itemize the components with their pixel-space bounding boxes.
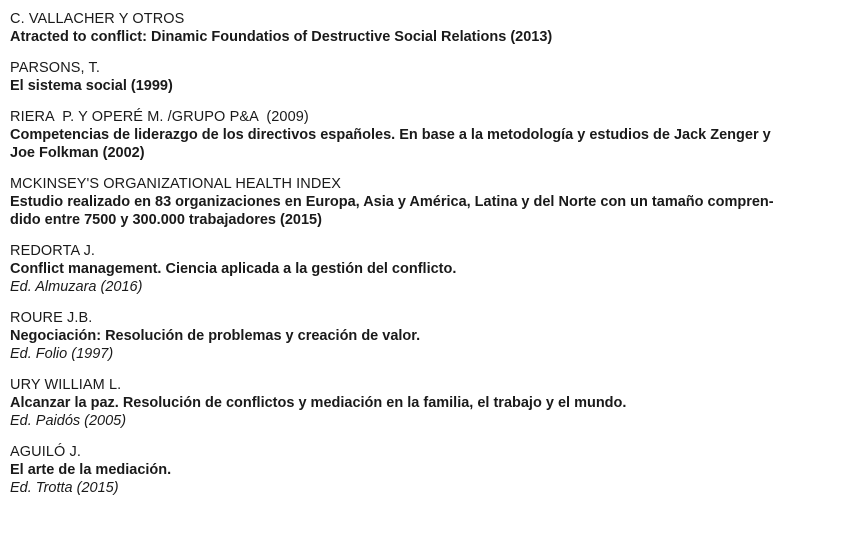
bibliography-entry — [10, 10, 850, 46]
entry-title-line: Negociación: Resolución de problemas y creación de valor. — [10, 328, 421, 344]
entry-title-line: Conflict management. Ciencia aplicada a la gestión del conflicto. — [10, 261, 457, 277]
bibliography-entry — [10, 242, 850, 296]
bibliography-entry — [10, 59, 850, 95]
entry-title-line: El sistema social (1999) — [10, 78, 173, 94]
entry-publisher: Ed. Folio (1997) — [10, 346, 114, 362]
entry-author: C. VALLACHER Y OTROS — [10, 11, 185, 27]
entry-title-line: Competencias de liderazgo de los directivos españoles. En base a la metodología y estudios de Jack Zenger y — [10, 127, 771, 143]
entry-author: ROURE J.B. — [10, 310, 93, 326]
bibliography-list — [10, 10, 850, 510]
entry-author: URY WILLIAM L. — [10, 377, 122, 393]
entry-publisher: Ed. Trotta (2015) — [10, 480, 119, 496]
entry-author: REDORTA J. — [10, 243, 96, 259]
entry-author: AGUILÓ J. — [10, 444, 81, 460]
bibliography-entry — [10, 108, 850, 162]
bibliography-entry — [10, 376, 850, 430]
entry-publisher: Ed. Almuzara (2016) — [10, 279, 143, 295]
entry-title-line: Estudio realizado en 83 organizaciones en Europa, Asia y América, Latina y del Norte con un tamaño compren- — [10, 194, 774, 210]
entry-author: PARSONS, T. — [10, 60, 101, 76]
bibliography-entry — [10, 443, 850, 497]
entry-title-line: Alcanzar la paz. Resolución de conflictos y mediación en la familia, el trabajo y el mundo. — [10, 395, 627, 411]
entry-title-line: Joe Folkman (2002) — [10, 145, 145, 161]
bibliography-entry — [10, 309, 850, 363]
entry-publisher: Ed. Paidós (2005) — [10, 413, 127, 429]
entry-title-line: El arte de la mediación. — [10, 462, 172, 478]
entry-author: MCKINSEY'S ORGANIZATIONAL HEALTH INDEX — [10, 176, 341, 192]
entry-title-line: dido entre 7500 y 300.000 trabajadores (2015) — [10, 212, 322, 228]
entry-author: RIERA P. Y OPERÉ M. /GRUPO P&A (2009) — [10, 109, 309, 125]
bibliography-entry — [10, 175, 850, 229]
entry-title-line: Atracted to conflict: Dinamic Foundatios of Destructive Social Relations (2013) — [10, 29, 553, 45]
